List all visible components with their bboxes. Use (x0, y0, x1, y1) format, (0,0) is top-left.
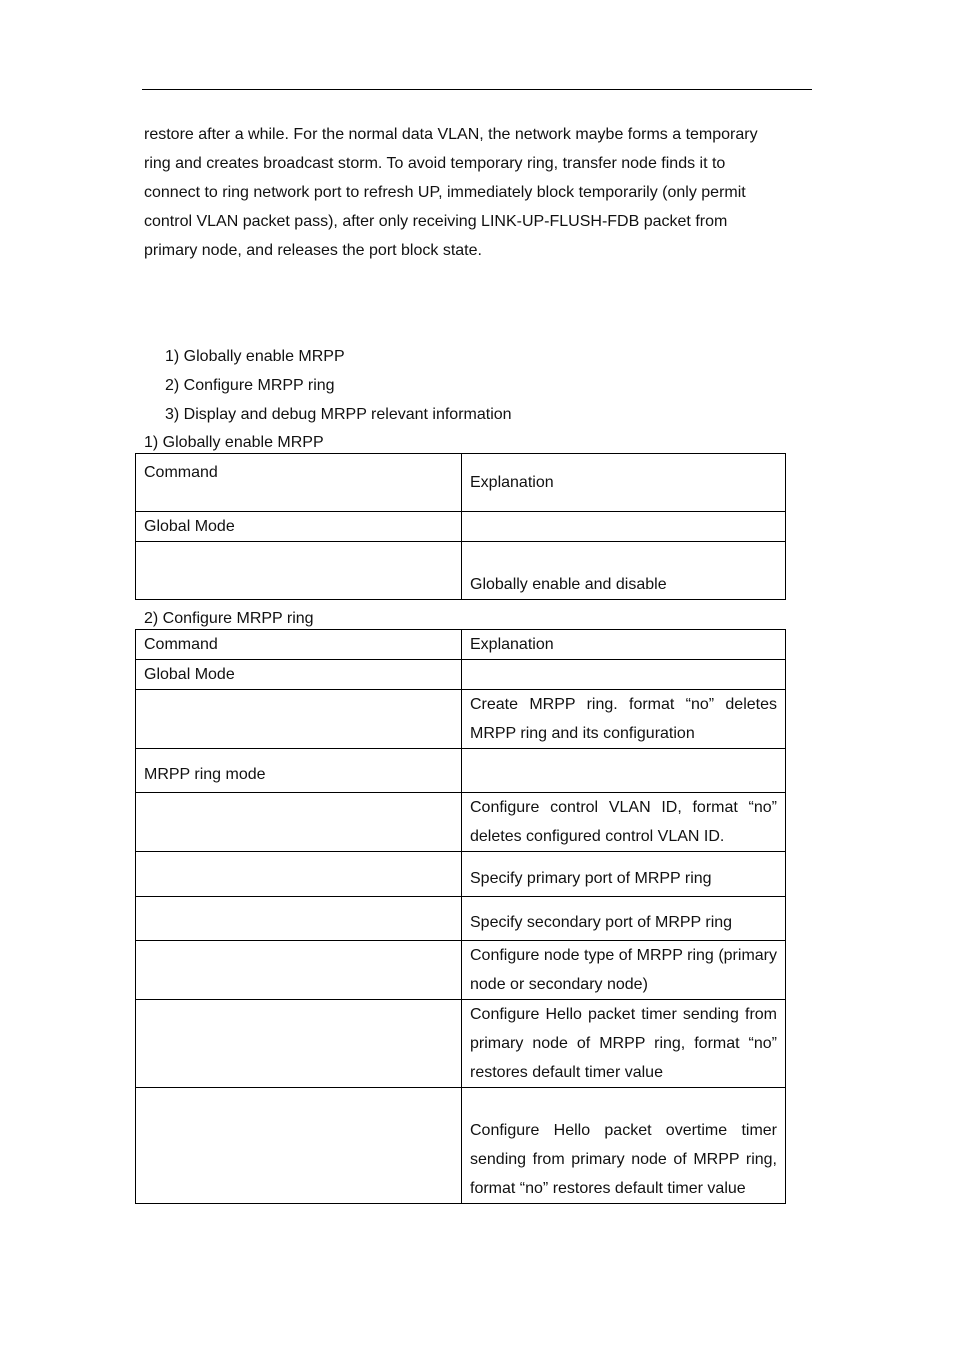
empty-cell (462, 660, 786, 690)
intro-paragraph (144, 120, 804, 265)
step-item: 3) Display and debug MRPP relevant information (165, 406, 512, 423)
command-header: Command (136, 630, 462, 660)
explanation-header: Explanation (462, 454, 786, 512)
table-row (136, 897, 786, 941)
mode-row (136, 749, 786, 793)
table-row (136, 852, 786, 897)
config-steps-list (165, 342, 512, 429)
table-row (136, 1088, 786, 1204)
explanation-cell: Create MRPP ring. format “no” deletes MRPP ring and its configuration (462, 690, 786, 749)
command-cell (136, 1000, 462, 1088)
header-rule (142, 89, 812, 90)
table-header-row (136, 454, 786, 512)
explanation-cell: Configure node type of MRPP ring (primary node or secondary node) (462, 941, 786, 1000)
command-cell (136, 542, 462, 600)
command-cell (136, 1088, 462, 1204)
explanation-cell: Configure Hello packet overtime timer sending from primary node of MRPP ring, format “no” restores default timer value (462, 1088, 786, 1204)
mode-row (136, 660, 786, 690)
table-row (136, 690, 786, 749)
table-row (136, 793, 786, 852)
explanation-cell: Specify secondary port of MRPP ring (462, 897, 786, 941)
section1-title: 1) Globally enable MRPP (144, 434, 324, 451)
empty-cell (462, 512, 786, 542)
intro-line: primary node, and releases the port block state. (144, 242, 482, 259)
explanation-header: Explanation (462, 630, 786, 660)
table-row (136, 1000, 786, 1088)
mrpp-ring-table (135, 629, 786, 1204)
global-enable-table (135, 453, 786, 600)
step-item: 2) Configure MRPP ring (165, 377, 335, 394)
step-item: 1) Globally enable MRPP (165, 348, 345, 365)
command-cell (136, 690, 462, 749)
intro-line: ring and creates broadcast storm. To avoid temporary ring, transfer node finds it to (144, 155, 726, 172)
table-row (136, 941, 786, 1000)
command-cell (136, 852, 462, 897)
command-cell (136, 941, 462, 1000)
table-row (136, 542, 786, 600)
command-header: Command (136, 454, 462, 512)
explanation-cell: Specify primary port of MRPP ring (462, 852, 786, 897)
intro-line: connect to ring network port to refresh UP, immediately block temporarily (only permit (144, 184, 746, 201)
intro-line: restore after a while. For the normal data VLAN, the network maybe forms a temporary (144, 126, 758, 143)
explanation-cell: Configure Hello packet timer sending from primary node of MRPP ring, format “no” restores default timer value (462, 1000, 786, 1088)
command-cell (136, 793, 462, 852)
mode-cell: MRPP ring mode (136, 749, 462, 793)
command-cell (136, 897, 462, 941)
mode-row (136, 512, 786, 542)
mode-cell: Global Mode (136, 660, 462, 690)
explanation-cell: Configure control VLAN ID, format “no” deletes configured control VLAN ID. (462, 793, 786, 852)
empty-cell (462, 749, 786, 793)
mode-cell: Global Mode (136, 512, 462, 542)
table-header-row (136, 630, 786, 660)
intro-line: control VLAN packet pass), after only receiving LINK-UP-FLUSH-FDB packet from (144, 213, 728, 230)
explanation-cell: Globally enable and disable (462, 542, 786, 600)
section2-title: 2) Configure MRPP ring (144, 610, 314, 627)
